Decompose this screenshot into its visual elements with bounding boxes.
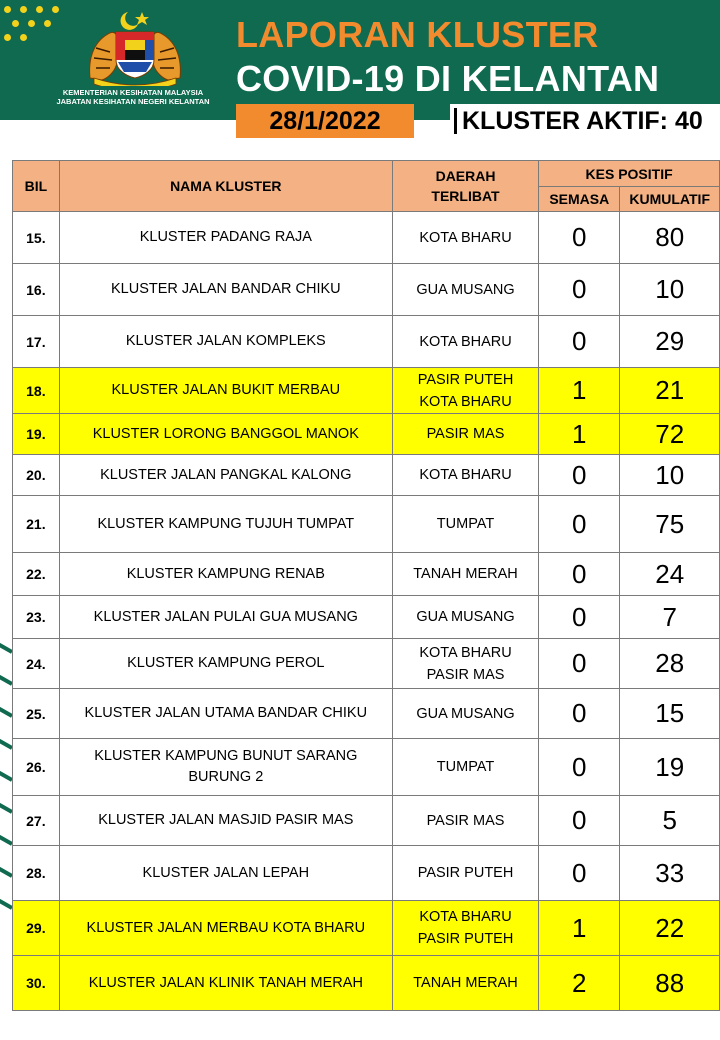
report-date: 28/1/2022	[236, 104, 414, 138]
malaysia-coat-of-arms-icon	[80, 8, 190, 86]
table-row	[13, 901, 720, 956]
cell-semasa: 0	[539, 212, 620, 264]
table-row	[13, 796, 720, 846]
cell-daerah-terlibat	[392, 414, 538, 455]
cell-semasa: 0	[539, 796, 620, 846]
cell-daerah-terlibat	[392, 553, 538, 596]
daerah-line: TUMPAT	[436, 516, 495, 532]
cell-semasa: 1	[539, 368, 620, 414]
cluster-table	[12, 160, 720, 1011]
daerah-line: GUA MUSANG	[416, 281, 515, 298]
cell-semasa: 0	[539, 553, 620, 596]
cell-daerah-terlibat	[392, 212, 538, 264]
cell-daerah-terlibat	[392, 689, 538, 739]
header-bil: BIL	[13, 161, 60, 212]
cell-semasa: 0	[539, 496, 620, 553]
cell-bil: 26.	[13, 739, 60, 796]
cell-bil: 21.	[13, 496, 60, 553]
table-row	[13, 368, 720, 414]
cell-semasa: 0	[539, 264, 620, 316]
cell-bil: 16.	[13, 264, 60, 316]
daerah-line: GUA MUSANG	[416, 609, 515, 625]
header-daerah-line-1: DAERAH	[435, 168, 496, 184]
separator-bar	[454, 108, 457, 134]
cell-nama-kluster: KLUSTER PADANG RAJA	[59, 212, 392, 264]
header-semasa: SEMASA	[539, 187, 620, 212]
daerah-line: PASIR PUTEH	[417, 865, 514, 881]
cell-bil: 20.	[13, 455, 60, 496]
cell-nama-kluster: KLUSTER JALAN PANGKAL KALONG	[59, 455, 392, 496]
cell-bil: 25.	[13, 689, 60, 739]
cell-semasa: 0	[539, 596, 620, 639]
cell-bil: 19.	[13, 414, 60, 455]
cell-kumulatif: 10	[620, 264, 720, 316]
cell-nama-kluster: KLUSTER JALAN BANDAR CHIKU	[59, 264, 392, 316]
daerah-line: TUMPAT	[436, 759, 495, 775]
table-row	[13, 264, 720, 316]
cell-nama-kluster: KLUSTER JALAN LEPAH	[59, 846, 392, 901]
daerah-line: KOTA BHARU	[419, 467, 512, 483]
cell-semasa: 0	[539, 846, 620, 901]
cell-semasa: 0	[539, 639, 620, 689]
cell-kumulatif: 5	[620, 796, 720, 846]
cell-semasa: 0	[539, 739, 620, 796]
cell-kumulatif: 28	[620, 639, 720, 689]
cell-kumulatif: 15	[620, 689, 720, 739]
cell-nama-kluster: KLUSTER JALAN KLINIK TANAH MERAH	[59, 956, 392, 1011]
cell-semasa: 2	[539, 956, 620, 1011]
cell-daerah-terlibat	[392, 956, 538, 1011]
table-row	[13, 414, 720, 455]
cell-kumulatif: 24	[620, 553, 720, 596]
cell-kumulatif: 75	[620, 496, 720, 553]
daerah-line: PASIR PUTEH	[417, 931, 514, 947]
cell-nama-kluster: KLUSTER JALAN MERBAU KOTA BHARU	[59, 901, 392, 956]
cell-daerah-terlibat	[392, 901, 538, 956]
cell-nama-kluster: KLUSTER JALAN PULAI GUA MUSANG	[59, 596, 392, 639]
header-nama-kluster: NAMA KLUSTER	[59, 161, 392, 212]
cell-bil: 15.	[13, 212, 60, 264]
daerah-line: PASIR PUTEH	[417, 371, 514, 388]
cell-kumulatif: 22	[620, 901, 720, 956]
cell-daerah-terlibat	[392, 796, 538, 846]
cell-semasa: 1	[539, 414, 620, 455]
cell-daerah-terlibat	[392, 316, 538, 368]
cell-nama-kluster: KLUSTER LORONG BANGGOL MANOK	[59, 414, 392, 455]
cell-nama-kluster: KLUSTER JALAN BUKIT MERBAU	[59, 368, 392, 414]
cell-nama-kluster: KLUSTER JALAN MASJID PASIR MAS	[59, 796, 392, 846]
cell-kumulatif: 21	[620, 368, 720, 414]
daerah-line: PASIR MAS	[426, 666, 505, 683]
cell-semasa: 0	[539, 689, 620, 739]
cell-nama-kluster: KLUSTER KAMPUNG BUNUT SARANG BURUNG 2	[59, 739, 392, 796]
cell-nama-kluster: KLUSTER KAMPUNG PEROL	[59, 639, 392, 689]
cell-kumulatif: 29	[620, 316, 720, 368]
cell-daerah-terlibat	[392, 739, 538, 796]
ministry-line-1: KEMENTERIAN KESIHATAN MALAYSIA	[62, 88, 204, 97]
cell-nama-kluster: KLUSTER JALAN KOMPLEKS	[59, 316, 392, 368]
cell-daerah-terlibat	[392, 639, 538, 689]
report-title-line-2: COVID-19 DI KELANTAN	[236, 58, 660, 99]
cell-kumulatif: 19	[620, 739, 720, 796]
table-row	[13, 639, 720, 689]
table-row	[13, 212, 720, 264]
table-row	[13, 316, 720, 368]
daerah-line: PASIR MAS	[426, 812, 505, 829]
cell-daerah-terlibat	[392, 264, 538, 316]
table-row	[13, 846, 720, 901]
daerah-line: KOTA BHARU	[419, 333, 512, 350]
daerah-line: KOTA BHARU	[419, 393, 512, 410]
table-row	[13, 496, 720, 553]
daerah-line: KOTA BHARU	[419, 909, 512, 925]
cell-bil: 22.	[13, 553, 60, 596]
cell-kumulatif: 7	[620, 596, 720, 639]
cell-kumulatif: 33	[620, 846, 720, 901]
cell-semasa: 1	[539, 901, 620, 956]
header-daerah-line-2: TERLIBAT	[431, 188, 500, 204]
cell-semasa: 0	[539, 455, 620, 496]
cell-daerah-terlibat	[392, 846, 538, 901]
cell-daerah-terlibat	[392, 455, 538, 496]
table-row	[13, 956, 720, 1011]
daerah-line: TANAH MERAH	[413, 975, 518, 991]
daerah-line: KOTA BHARU	[419, 229, 512, 246]
table-row	[13, 455, 720, 496]
cell-bil: 18.	[13, 368, 60, 414]
cell-semasa: 0	[539, 316, 620, 368]
cell-bil: 17.	[13, 316, 60, 368]
cell-daerah-terlibat	[392, 368, 538, 414]
daerah-line: KOTA BHARU	[419, 644, 512, 661]
cell-bil: 29.	[13, 901, 60, 956]
table-row	[13, 739, 720, 796]
cell-nama-kluster: KLUSTER JALAN UTAMA BANDAR CHIKU	[59, 689, 392, 739]
table-row	[13, 596, 720, 639]
cell-kumulatif: 88	[620, 956, 720, 1011]
active-cluster-count	[450, 104, 720, 138]
table-row	[13, 689, 720, 739]
cell-bil: 30.	[13, 956, 60, 1011]
header-kes-positif: KES POSITIF	[539, 161, 720, 187]
report-header	[0, 0, 720, 120]
daerah-line: TANAH MERAH	[413, 566, 518, 582]
header-daerah-terlibat	[392, 161, 538, 212]
daerah-line: PASIR MAS	[426, 426, 505, 442]
cell-kumulatif: 72	[620, 414, 720, 455]
cell-kumulatif: 10	[620, 455, 720, 496]
report-title-line-1: LAPORAN KLUSTER	[236, 14, 599, 55]
ministry-line-2: JABATAN KESIHATAN NEGERI KELANTAN	[56, 97, 210, 106]
header-kumulatif: KUMULATIF	[620, 187, 720, 212]
cell-bil: 23.	[13, 596, 60, 639]
cell-kumulatif: 80	[620, 212, 720, 264]
decorative-dots	[4, 6, 74, 46]
active-cluster-label: KLUSTER AKTIF: 40	[462, 106, 703, 135]
cell-nama-kluster: KLUSTER KAMPUNG TUJUH TUMPAT	[59, 496, 392, 553]
cell-bil: 28.	[13, 846, 60, 901]
table-row	[13, 553, 720, 596]
cell-bil: 27.	[13, 796, 60, 846]
daerah-line: GUA MUSANG	[416, 705, 515, 722]
cell-bil: 24.	[13, 639, 60, 689]
cell-daerah-terlibat	[392, 596, 538, 639]
cell-nama-kluster: KLUSTER KAMPUNG RENAB	[59, 553, 392, 596]
ministry-name	[38, 88, 228, 106]
cell-daerah-terlibat	[392, 496, 538, 553]
